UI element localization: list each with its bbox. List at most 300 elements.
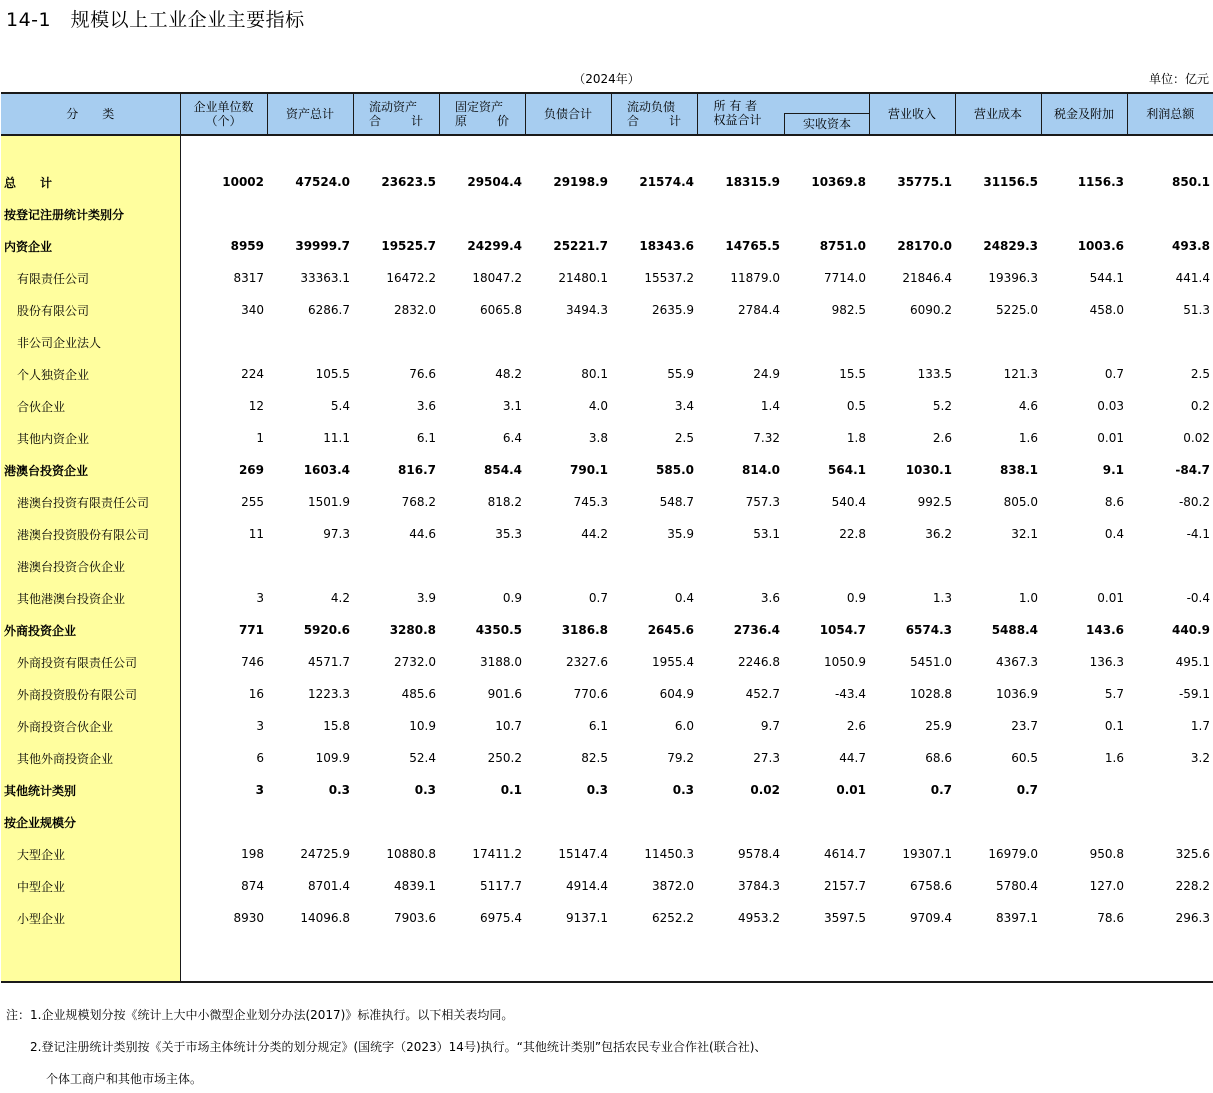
row-value: [353, 198, 439, 230]
row-value: 0.02: [750, 783, 780, 797]
row-value: 10.9: [409, 719, 436, 733]
row-label: 其他统计类别: [1, 774, 180, 806]
header-fixed-assets: 固定资产 原 价: [439, 93, 525, 135]
row-value: [439, 198, 525, 230]
row-value: 8397.1: [996, 911, 1038, 925]
row-value: 5117.7: [480, 879, 522, 893]
row-value: 14096.8: [300, 911, 350, 925]
row-value: 1050.9: [824, 655, 866, 669]
row-value: 1.0: [1018, 591, 1038, 605]
row-value: 16472.2: [386, 271, 436, 285]
row-value: [1041, 774, 1127, 806]
row-value: 0.2: [1190, 399, 1210, 413]
table-row: [1, 870, 1213, 902]
row-value: 0.9: [846, 591, 866, 605]
row-value: [611, 806, 697, 838]
row-value: 3.6: [416, 399, 436, 413]
row-value: 7.32: [753, 431, 780, 445]
row-value: 12: [248, 399, 264, 413]
row-value: 0.4: [1104, 527, 1124, 541]
row-value: 0.3: [414, 783, 436, 797]
row-value: 950.8: [1089, 847, 1124, 861]
row-value: 15537.2: [644, 271, 694, 285]
table-body: [1, 135, 1213, 982]
row-value: [267, 326, 353, 358]
row-value: 548.7: [659, 495, 694, 509]
row-value: 0.7: [1016, 783, 1038, 797]
row-value: 3.6: [760, 591, 780, 605]
row-value: 18047.2: [472, 271, 522, 285]
row-value: 44.6: [409, 527, 436, 541]
row-value: 3.8: [588, 431, 608, 445]
row-value: [1041, 550, 1127, 582]
row-value: 1036.9: [996, 687, 1038, 701]
row-value: 770.6: [573, 687, 608, 701]
row-value: 1.8: [846, 431, 866, 445]
row-value: 992.5: [917, 495, 952, 509]
spacer-row: [1, 135, 1213, 166]
table-row: [1, 774, 1213, 806]
row-value: 109.9: [315, 751, 350, 765]
row-value: 6975.4: [480, 911, 522, 925]
row-value: 4839.1: [394, 879, 436, 893]
row-value: 39999.7: [295, 239, 350, 253]
row-value: 32.1: [1011, 527, 1038, 541]
row-value: 816.7: [398, 463, 436, 477]
row-value: 9.7: [760, 719, 780, 733]
row-value: [1127, 806, 1213, 838]
row-value: [180, 550, 267, 582]
row-value: 8959: [230, 239, 264, 253]
row-value: [869, 198, 955, 230]
row-value: 818.2: [487, 495, 522, 509]
row-value: 7903.6: [394, 911, 436, 925]
row-value: 2327.6: [566, 655, 608, 669]
row-value: [783, 806, 869, 838]
row-label: 其他内资企业: [1, 422, 180, 454]
row-value: 44.7: [839, 751, 866, 765]
table-row: [1, 550, 1213, 582]
row-label: 其他港澳台投资企业: [1, 582, 180, 614]
row-value: 68.6: [925, 751, 952, 765]
row-value: 2157.7: [824, 879, 866, 893]
row-value: 1.6: [1018, 431, 1038, 445]
row-value: 2.6: [846, 719, 866, 733]
row-value: 0.4: [674, 591, 694, 605]
row-value: [611, 550, 697, 582]
row-value: 9578.4: [738, 847, 780, 861]
row-label: 合伙企业: [1, 390, 180, 422]
row-value: [180, 806, 267, 838]
row-value: [783, 326, 869, 358]
row-value: 105.5: [315, 367, 350, 381]
row-value: 1955.4: [652, 655, 694, 669]
row-value: 3.4: [674, 399, 694, 413]
row-value: 16979.0: [988, 847, 1038, 861]
row-value: 2736.4: [733, 623, 780, 637]
row-value: 746: [241, 655, 264, 669]
row-value: [353, 806, 439, 838]
header-current-liabilities: 流动负债 合 计: [611, 93, 697, 135]
row-value: 854.4: [484, 463, 522, 477]
row-value: 6574.3: [905, 623, 952, 637]
row-label: 小型企业: [1, 902, 180, 934]
row-label: 港澳台投资股份有限公司: [1, 518, 180, 550]
row-value: [955, 198, 1041, 230]
row-value: 745.3: [573, 495, 608, 509]
row-value: 3.2: [1190, 751, 1210, 765]
row-value: 23623.5: [381, 175, 436, 189]
row-value: [955, 326, 1041, 358]
table-row: [1, 518, 1213, 550]
row-value: 1003.6: [1077, 239, 1124, 253]
row-value: 16: [248, 687, 264, 701]
row-value: 198: [241, 847, 264, 861]
row-value: 3872.0: [652, 879, 694, 893]
row-label: 非公司企业法人: [1, 326, 180, 358]
table-row: [1, 614, 1213, 646]
row-value: 493.8: [1172, 239, 1210, 253]
header-paid-in-capital: 实收资本: [784, 113, 870, 134]
row-value: [869, 550, 955, 582]
header-revenue: 营业收入: [869, 93, 955, 135]
row-value: 901.6: [487, 687, 522, 701]
row-value: [1127, 198, 1213, 230]
row-value: 14765.5: [725, 239, 780, 253]
row-value: 1.3: [932, 591, 952, 605]
row-value: 6.0: [674, 719, 694, 733]
row-value: 24.9: [753, 367, 780, 381]
header-units-count: 企业单位数 （个）: [180, 93, 267, 135]
row-value: [869, 326, 955, 358]
row-value: 1156.3: [1077, 175, 1124, 189]
row-value: 5.2: [932, 399, 952, 413]
row-value: 790.1: [570, 463, 608, 477]
row-value: 1.4: [760, 399, 780, 413]
row-value: 3.1: [502, 399, 522, 413]
row-value: 24725.9: [300, 847, 350, 861]
row-value: 2246.8: [738, 655, 780, 669]
row-value: [267, 806, 353, 838]
row-value: 9137.1: [566, 911, 608, 925]
row-label: 港澳台投资企业: [1, 454, 180, 486]
row-value: 47524.0: [295, 175, 350, 189]
row-value: 11: [248, 527, 264, 541]
row-value: 495.1: [1175, 655, 1210, 669]
row-value: [439, 550, 525, 582]
spacer-row: [1, 934, 1213, 982]
row-value: 11450.3: [644, 847, 694, 861]
row-value: 44.2: [581, 527, 608, 541]
row-value: [439, 806, 525, 838]
header-current-assets: 流动资产 合 计: [353, 93, 439, 135]
header-profit: 利润总额: [1127, 93, 1213, 135]
row-value: 121.3: [1003, 367, 1038, 381]
row-value: 4367.3: [996, 655, 1038, 669]
row-value: 28170.0: [897, 239, 952, 253]
row-value: [1127, 774, 1213, 806]
row-value: 1501.9: [308, 495, 350, 509]
row-value: 3188.0: [480, 655, 522, 669]
row-value: 2.5: [1190, 367, 1210, 381]
row-value: 5225.0: [996, 303, 1038, 317]
row-value: 4.2: [330, 591, 350, 605]
row-value: 23.7: [1011, 719, 1038, 733]
row-value: 6090.2: [910, 303, 952, 317]
row-label: 外商投资企业: [1, 614, 180, 646]
row-value: 9.1: [1102, 463, 1124, 477]
row-value: 5780.4: [996, 879, 1038, 893]
row-value: 604.9: [659, 687, 694, 701]
row-value: 7714.0: [824, 271, 866, 285]
row-label: 总 计: [1, 166, 180, 198]
row-value: [1041, 198, 1127, 230]
row-label: 外商投资有限责任公司: [1, 646, 180, 678]
row-value: 60.5: [1011, 751, 1038, 765]
row-value: 228.2: [1175, 879, 1210, 893]
row-value: 17411.2: [472, 847, 522, 861]
row-value: 53.1: [753, 527, 780, 541]
row-value: 51.3: [1183, 303, 1210, 317]
row-value: 269: [238, 463, 264, 477]
row-value: 24829.3: [983, 239, 1038, 253]
row-value: 0.1: [500, 783, 522, 797]
unit-label: 单位：亿元: [1148, 72, 1209, 86]
row-value: [439, 326, 525, 358]
note-1: 注：1.企业规模划分按《统计上大中小微型企业划分办法(2017)》标准执行。以下相关表均同。: [6, 1008, 514, 1022]
row-value: 0.9: [502, 591, 522, 605]
year-label: （2024年）: [573, 72, 640, 86]
row-value: 136.3: [1089, 655, 1124, 669]
page-title: 14-1 规模以上工业企业主要指标: [6, 9, 305, 31]
row-value: 1030.1: [905, 463, 952, 477]
row-value: 452.7: [745, 687, 780, 701]
table-row: [1, 710, 1213, 742]
row-value: 11879.0: [730, 271, 780, 285]
row-value: 19396.3: [988, 271, 1038, 285]
row-value: 0.7: [930, 783, 952, 797]
row-value: 0.3: [328, 783, 350, 797]
row-value: 0.7: [588, 591, 608, 605]
row-value: 3.9: [416, 591, 436, 605]
table-row: [1, 294, 1213, 326]
row-label: 中型企业: [1, 870, 180, 902]
row-value: 4.0: [588, 399, 608, 413]
row-value: 8.6: [1104, 495, 1124, 509]
row-value: [955, 550, 1041, 582]
row-value: -59.1: [1178, 687, 1210, 701]
row-value: 15147.4: [558, 847, 608, 861]
row-label: 外商投资合伙企业: [1, 710, 180, 742]
row-value: [1127, 550, 1213, 582]
table-row: [1, 582, 1213, 614]
row-value: 224: [241, 367, 264, 381]
row-value: 33363.1: [300, 271, 350, 285]
row-value: 10002: [222, 175, 264, 189]
row-value: 1: [256, 431, 264, 445]
row-value: 814.0: [742, 463, 780, 477]
row-value: [1041, 326, 1127, 358]
header-liabilities: 负债合计: [525, 93, 611, 135]
header-total-assets: 资产总计: [267, 93, 353, 135]
header-category: 分 类: [1, 93, 180, 135]
row-value: 2635.9: [652, 303, 694, 317]
table-row: [1, 646, 1213, 678]
row-value: 6758.6: [910, 879, 952, 893]
row-value: 35775.1: [897, 175, 952, 189]
row-value: [697, 198, 783, 230]
row-value: 982.5: [831, 303, 866, 317]
row-value: [783, 198, 869, 230]
row-value: 21574.4: [639, 175, 694, 189]
row-value: 3: [256, 719, 264, 733]
row-value: -4.1: [1186, 527, 1210, 541]
row-value: [697, 806, 783, 838]
row-value: 4350.5: [475, 623, 522, 637]
row-value: 4614.7: [824, 847, 866, 861]
row-value: [180, 198, 267, 230]
row-value: [611, 198, 697, 230]
header-cost: 营业成本: [955, 93, 1041, 135]
table-row: [1, 422, 1213, 454]
row-value: 10369.8: [811, 175, 866, 189]
row-value: 80.1: [581, 367, 608, 381]
row-value: 29198.9: [553, 175, 608, 189]
row-value: [697, 550, 783, 582]
table-row: [1, 454, 1213, 486]
row-value: 18315.9: [725, 175, 780, 189]
row-value: [697, 326, 783, 358]
row-value: [1127, 326, 1213, 358]
row-value: [955, 806, 1041, 838]
row-value: 18343.6: [639, 239, 694, 253]
row-label: 有限责任公司: [1, 262, 180, 294]
row-value: [525, 326, 611, 358]
row-value: -80.2: [1178, 495, 1210, 509]
row-value: 5.4: [330, 399, 350, 413]
table-row: [1, 198, 1213, 230]
row-value: 143.6: [1086, 623, 1124, 637]
row-value: 585.0: [656, 463, 694, 477]
table-row: [1, 262, 1213, 294]
row-value: 4571.7: [308, 655, 350, 669]
row-value: 97.3: [323, 527, 350, 541]
row-value: 255: [241, 495, 264, 509]
row-value: 771: [238, 623, 264, 637]
row-value: 8701.4: [308, 879, 350, 893]
row-value: [353, 326, 439, 358]
row-value: 11.1: [323, 431, 350, 445]
row-value: 441.4: [1175, 271, 1210, 285]
row-value: [180, 326, 267, 358]
row-value: 1.6: [1104, 751, 1124, 765]
row-label: 个人独资企业: [1, 358, 180, 390]
header-owners-equity: 所 有 者 权益合计 实收资本: [697, 93, 869, 135]
row-value: 2732.0: [394, 655, 436, 669]
row-value: 0.5: [846, 399, 866, 413]
row-value: 10.7: [495, 719, 522, 733]
row-value: 5451.0: [910, 655, 952, 669]
row-value: [353, 550, 439, 582]
table-row: [1, 678, 1213, 710]
row-value: 805.0: [1003, 495, 1038, 509]
row-value: 76.6: [409, 367, 436, 381]
row-value: 0.03: [1097, 399, 1124, 413]
row-label: 内资企业: [1, 230, 180, 262]
row-value: 6.1: [416, 431, 436, 445]
row-value: 3597.5: [824, 911, 866, 925]
table-row: [1, 742, 1213, 774]
row-value: 31156.5: [983, 175, 1038, 189]
row-value: 4914.4: [566, 879, 608, 893]
row-value: 35.9: [667, 527, 694, 541]
row-value: 3280.8: [389, 623, 436, 637]
row-value: 1054.7: [819, 623, 866, 637]
table-row: [1, 390, 1213, 422]
row-value: -84.7: [1175, 463, 1210, 477]
row-value: [783, 550, 869, 582]
row-value: [267, 550, 353, 582]
row-label: 股份有限公司: [1, 294, 180, 326]
row-value: -43.4: [834, 687, 866, 701]
row-value: [1041, 806, 1127, 838]
row-value: 2.5: [674, 431, 694, 445]
row-label: 港澳台投资有限责任公司: [1, 486, 180, 518]
row-value: 55.9: [667, 367, 694, 381]
row-value: [267, 198, 353, 230]
row-value: 838.1: [1000, 463, 1038, 477]
table-row: [1, 358, 1213, 390]
row-value: 1603.4: [303, 463, 350, 477]
row-label: 按登记注册统计类别分: [1, 198, 180, 230]
row-value: [525, 198, 611, 230]
row-value: 6: [256, 751, 264, 765]
row-value: 5.7: [1104, 687, 1124, 701]
row-value: 19307.1: [902, 847, 952, 861]
row-value: 21846.4: [902, 271, 952, 285]
row-value: 82.5: [581, 751, 608, 765]
row-value: 21480.1: [558, 271, 608, 285]
row-value: 15.8: [323, 719, 350, 733]
table-row: [1, 806, 1213, 838]
row-value: 15.5: [839, 367, 866, 381]
row-value: 6.4: [502, 431, 522, 445]
table-row: [1, 838, 1213, 870]
row-value: 78.6: [1097, 911, 1124, 925]
row-value: 25221.7: [553, 239, 608, 253]
row-value: 564.1: [828, 463, 866, 477]
row-value: 3784.3: [738, 879, 780, 893]
row-value: 8930: [233, 911, 264, 925]
row-value: 6065.8: [480, 303, 522, 317]
row-value: [525, 550, 611, 582]
row-value: 3494.3: [566, 303, 608, 317]
row-value: 4953.2: [738, 911, 780, 925]
row-value: 485.6: [401, 687, 436, 701]
row-value: 10880.8: [386, 847, 436, 861]
row-value: 0.01: [1097, 431, 1124, 445]
row-value: 3: [256, 591, 264, 605]
row-value: 2784.4: [738, 303, 780, 317]
row-value: 325.6: [1175, 847, 1210, 861]
row-value: 52.4: [409, 751, 436, 765]
row-value: 5920.6: [303, 623, 350, 637]
row-value: 22.8: [839, 527, 866, 541]
row-value: 458.0: [1089, 303, 1124, 317]
row-label: 大型企业: [1, 838, 180, 870]
header-taxes: 税金及附加: [1041, 93, 1127, 135]
row-value: [525, 806, 611, 838]
